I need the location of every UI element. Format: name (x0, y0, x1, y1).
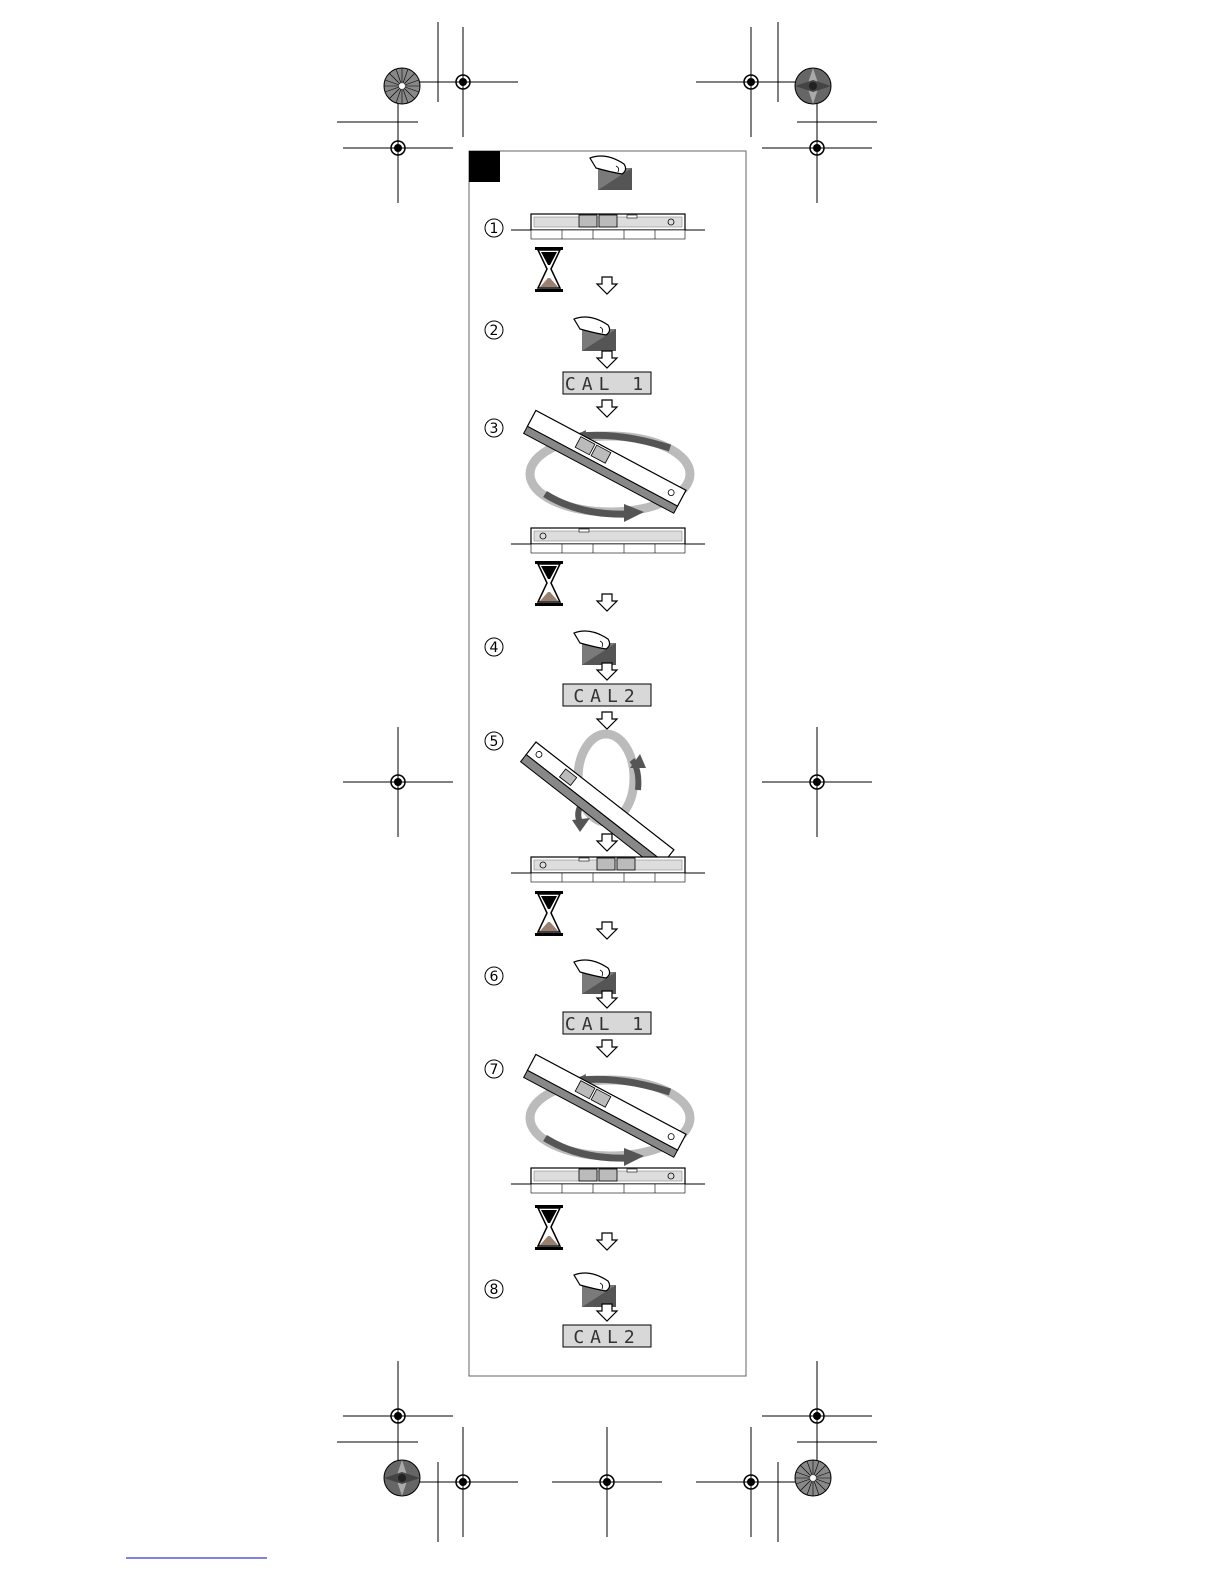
level-front-view (511, 528, 705, 553)
arrow-down-icon (597, 663, 617, 680)
arrow-down-icon (597, 712, 617, 729)
finger-press-button-icon (574, 317, 616, 351)
arrow-down-icon (597, 400, 617, 417)
level-front-view (511, 1168, 705, 1193)
color-wheel-icon (384, 1460, 420, 1496)
hourglass-icon (535, 891, 563, 936)
step-number: 6 (489, 969, 499, 985)
registration-mark-icon (552, 1427, 662, 1537)
step-number: 3 (489, 421, 499, 437)
color-wheel-icon (384, 68, 420, 104)
arrow-down-icon (597, 834, 617, 851)
registration-mark-icon (762, 1361, 872, 1471)
figure-label-block (469, 151, 500, 182)
registration-mark-icon (408, 1427, 518, 1537)
rotate-axial-illustration (521, 734, 674, 869)
registration-mark-icon (696, 1427, 806, 1537)
step-number: 1 (489, 221, 499, 237)
registration-mark-icon (762, 93, 872, 203)
step-number: 7 (489, 1062, 499, 1078)
arrow-down-icon (597, 351, 617, 368)
rotate-horizontal-illustration (524, 1054, 690, 1166)
rotate-horizontal-illustration (524, 410, 690, 522)
registration-mark-icon (343, 93, 453, 203)
step-1 (485, 214, 705, 294)
level-front-view (511, 214, 705, 239)
lcd-display-text: CAL2 (573, 1327, 641, 1348)
step-3 (485, 410, 705, 611)
arrow-down-icon (597, 1040, 617, 1057)
step-4 (485, 631, 651, 729)
registration-mark-icon (343, 1361, 453, 1471)
step-number: 5 (489, 734, 499, 750)
level-front-view (511, 857, 705, 882)
arrow-down-icon (597, 277, 617, 294)
lcd-display-text: CAL2 (573, 686, 641, 707)
registration-mark-icon (762, 727, 872, 837)
registration-mark-icon (408, 27, 518, 137)
step-8 (485, 1273, 651, 1348)
arrow-down-icon (597, 922, 617, 939)
lcd-display-text: CAL 1 (564, 374, 650, 395)
finger-press-button-icon (574, 960, 616, 994)
registration-mark-icon (343, 727, 453, 837)
finger-press-button-icon (574, 1273, 616, 1307)
color-wheel-icon (795, 68, 831, 104)
step-5 (485, 732, 705, 939)
finger-press-button-icon (590, 156, 632, 190)
finger-press-button-icon (574, 631, 616, 665)
step-7 (485, 1054, 705, 1250)
lcd-display-text: CAL 1 (564, 1014, 650, 1035)
registration-mark-icon (696, 27, 806, 137)
step-2 (485, 317, 651, 417)
step-number: 4 (489, 640, 499, 656)
color-wheel-icon (795, 1460, 831, 1496)
step-number: 8 (489, 1282, 499, 1298)
step-6 (485, 960, 651, 1057)
arrow-down-icon (597, 1233, 617, 1250)
hourglass-icon (535, 247, 563, 292)
arrow-down-icon (597, 594, 617, 611)
hourglass-icon (535, 561, 563, 606)
hourglass-icon (535, 1205, 563, 1250)
step-number: 2 (489, 323, 499, 339)
